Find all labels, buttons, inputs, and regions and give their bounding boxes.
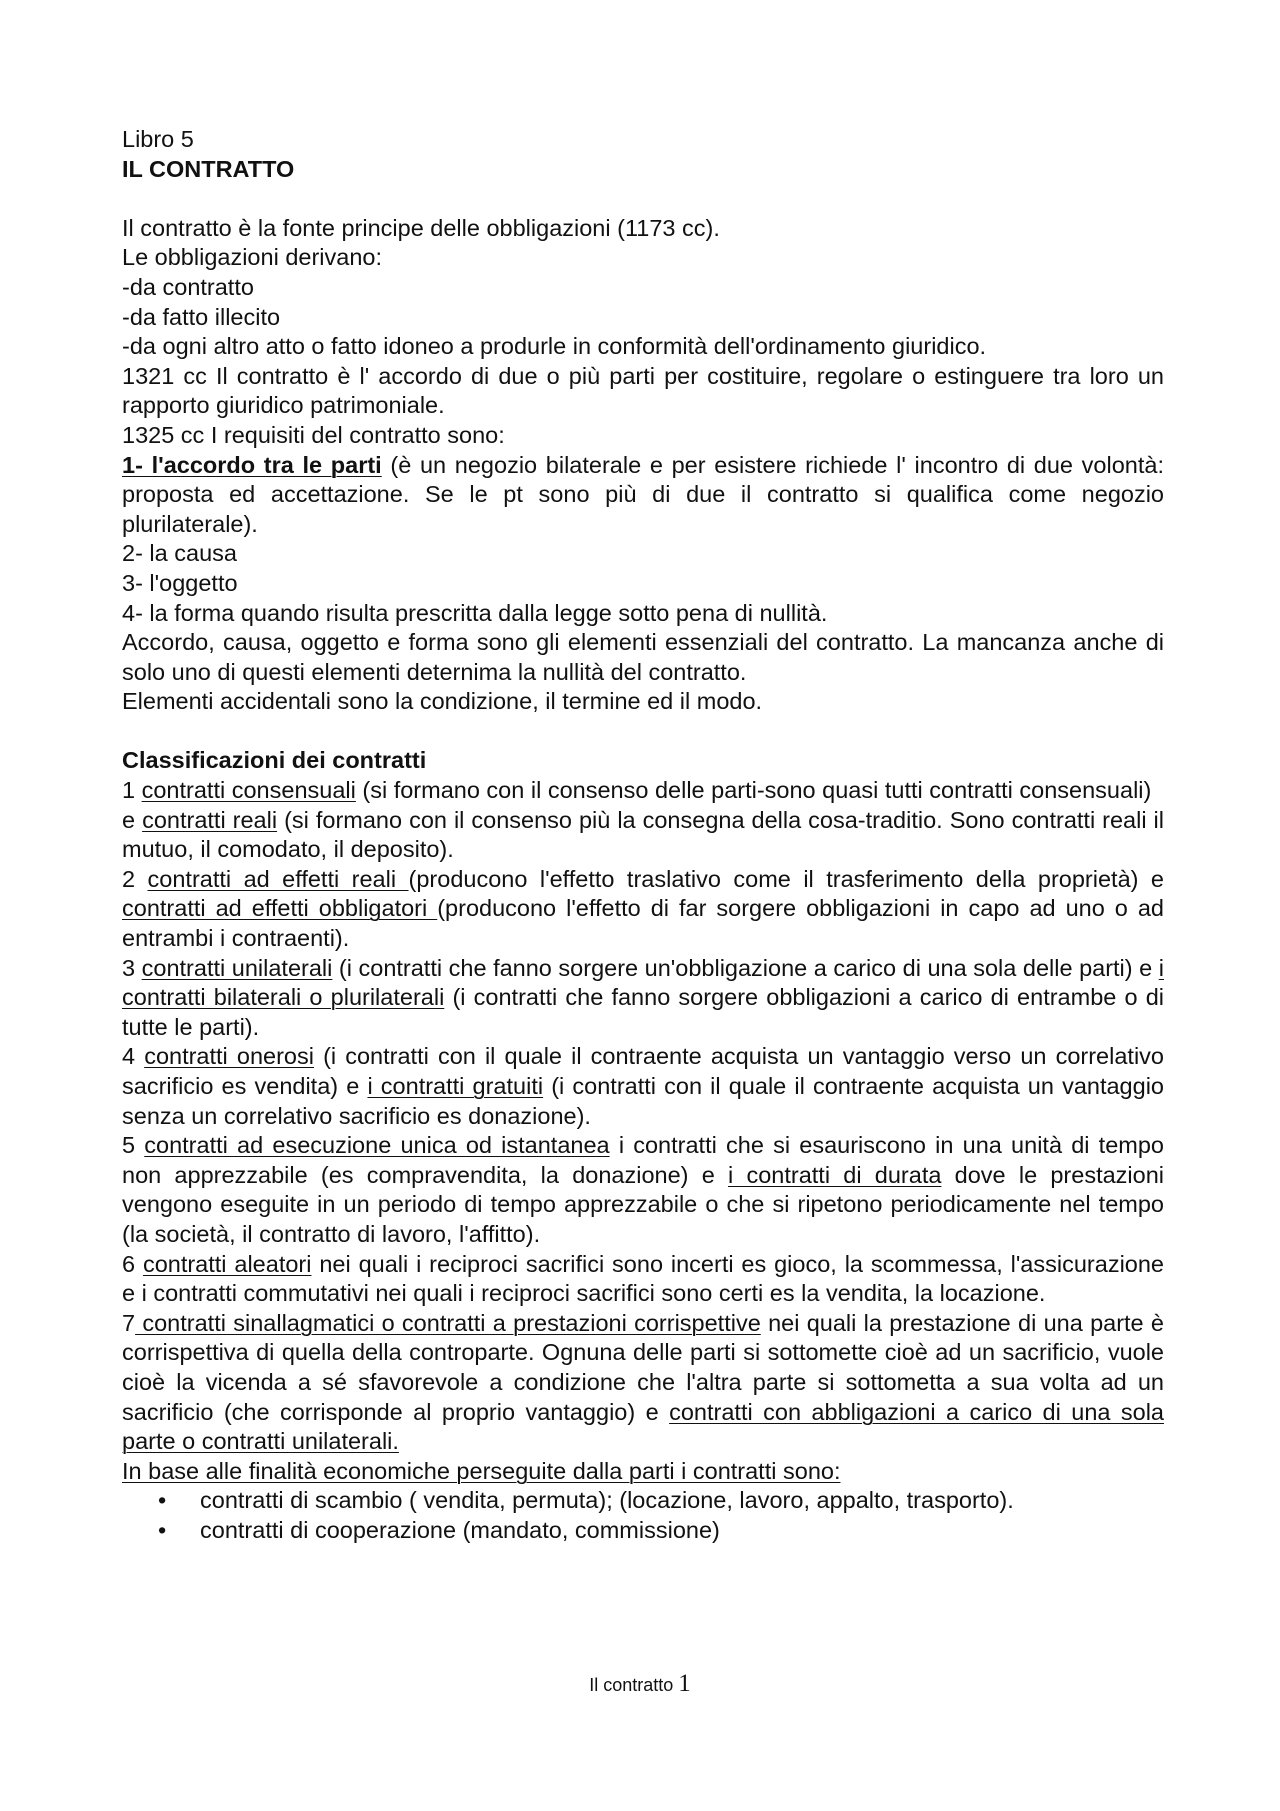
underlined-term: contratti con abbligazioni a carico di una sola parte o contratti unilaterali. <box>122 1398 1165 1455</box>
bullet-icon: • <box>158 1487 167 1514</box>
page-number: 1 <box>678 1670 691 1697</box>
requisito-3: 3- l'oggetto <box>122 569 238 596</box>
classificazione-2 <box>122 865 1164 954</box>
underlined-term: contratti ad effetti reali <box>147 865 409 892</box>
underlined-term: contratti onerosi <box>144 1043 314 1070</box>
text-run: 4 <box>122 1043 145 1070</box>
article-1325-paragraph: 1325 cc I requisiti del contratto sono: <box>122 421 505 448</box>
list-item <box>122 1486 1164 1516</box>
intro-list-item: -da contratto <box>122 273 254 300</box>
spacer <box>122 717 1164 747</box>
text-run: 1 <box>122 777 142 804</box>
requisito-1-text: (è un negozio bilaterale e per esistere richiede l' incontro di due volontà: proposta ed accettazione. Se le pt sono più di due il contratto si qualifica come negozio plurilaterale). <box>122 451 1164 537</box>
list-item <box>122 1516 1164 1546</box>
bullet-icon: • <box>158 1516 167 1543</box>
underlined-term: i contratti di durata <box>728 1161 942 1188</box>
requisito-1-label: 1- l'accordo tra le parti <box>122 451 382 478</box>
text-run: i contratti che si esauriscono in una unità di tempo non apprezzabile (es compravendita, la donazione) e <box>122 1132 1164 1188</box>
intro-paragraph: Le obbligazioni derivano: <box>122 244 382 271</box>
requisito-2: 2- la causa <box>122 540 237 567</box>
classificazione-3 <box>122 954 1164 1043</box>
section-heading: Classificazioni dei contratti <box>122 747 427 774</box>
text-run: 3 <box>122 954 142 981</box>
text-run: 2 <box>122 865 148 892</box>
classificazione-6 <box>122 1250 1164 1309</box>
page-footer <box>0 1672 1280 1697</box>
spacer <box>122 184 1164 214</box>
text-run: (si formano con il consenso delle parti-sono quasi tutti contratti consensuali) <box>355 777 1152 804</box>
footer-label: Il contratto <box>589 1675 674 1695</box>
text-run: (producono l'effetto traslativo come il trasferimento della proprietà) e <box>408 865 1164 892</box>
text-run: 7 <box>122 1309 136 1336</box>
underlined-term: i contratti gratuiti <box>367 1073 544 1099</box>
text-run: (i contratti che fanno sorgere un'obbligazione a carico di una sola delle parti) e <box>332 954 1159 981</box>
requisito-4: 4- la forma quando risulta prescritta dalla legge sotto pena di nullità. <box>122 599 828 626</box>
text-run: (i contratti che fanno sorgere obbligazioni a carico di entrambe o di tutte le parti). <box>122 984 1165 1040</box>
underlined-term: contratti aleatori <box>142 1250 312 1277</box>
underlined-term: contratti sinallagmatici o contratti a prestazioni corrispettive <box>135 1309 761 1336</box>
article-1321-paragraph: 1321 cc Il contratto è l' accordo di due o più parti per costituire, regolare o estinguere tra loro un rapporto giuridico patrimoniale. <box>122 362 1164 419</box>
underlined-term: contratti consensuali <box>141 777 356 804</box>
classificazione-4 <box>122 1042 1164 1131</box>
text-run: dove le prestazioni vengono eseguite in un periodo di tempo apprezzabile o che si ripetono periodicamente nel tempo (la società, il contratto di lavoro, l'affitto). <box>122 1161 1165 1247</box>
text-run: (i contratti con il quale il contraente acquista un vantaggio verso un correlativo sacrificio es vendita) e <box>122 1043 1164 1099</box>
classificazione-7 <box>122 1309 1164 1457</box>
finalita-list <box>122 1486 1164 1545</box>
document-body <box>122 125 1164 1546</box>
text-run: 6 <box>122 1250 143 1277</box>
classificazione-5 <box>122 1131 1164 1249</box>
underlined-term: contratti ad effetti obbligatori <box>122 895 438 922</box>
underlined-term: contratti reali <box>142 806 278 833</box>
underlined-term: contratti ad esecuzione unica od istantanea <box>144 1132 610 1159</box>
classificazione-1 <box>122 776 1164 806</box>
finalita-heading: In base alle finalità economiche perseguite dalla parti i contratti sono: <box>122 1457 841 1484</box>
book-label: Libro 5 <box>122 126 194 152</box>
text-run: 5 <box>122 1132 145 1159</box>
intro-paragraph: Il contratto è la fonte principe delle obbligazioni (1173 cc). <box>122 214 720 241</box>
text-run: nei quali la prestazione di una parte è corrispettiva di quella della controparte. Ognuna delle parti si sottomette cioè ad un sacrificio, vuole cioè la vicenda a sé sfavorevole a condizione che l'altra parte si sottometta a sua volta ad un sacrificio (che corrisponde al proprio vantaggio) e <box>122 1309 1164 1425</box>
requisito-1 <box>122 451 1164 540</box>
classificazione-1b <box>122 806 1164 865</box>
text-run: e <box>122 806 143 833</box>
elementi-accidentali-paragraph: Elementi accidentali sono la condizione, il termine ed il modo. <box>122 688 763 715</box>
underlined-term: contratti unilaterali <box>141 954 333 981</box>
list-item-text: contratti di cooperazione (mandato, commissione) <box>200 1516 720 1543</box>
text-run: nei quali i reciproci sacrifici sono incerti es gioco, la scommessa, l'assicurazione e i contratti commutativi nei quali i reciproci sacrifici sono certi es la vendita, la locazione. <box>122 1250 1164 1307</box>
text-run: (si formano con il consenso più la consegna della cosa-traditio. Sono contratti reali il mutuo, il comodato, il deposito). <box>122 806 1164 863</box>
document-title: IL CONTRATTO <box>122 155 295 182</box>
text-run: (i contratti con il quale il contraente acquista un vantaggio senza un correlativo sacrificio es donazione). <box>122 1073 1164 1129</box>
elementi-essenziali-paragraph: Accordo, causa, oggetto e forma sono gli elementi essenziali del contratto. La mancanza anche di solo uno di questi elementi deternima la nullità del contratto. <box>122 629 1164 685</box>
underlined-term: i contratti bilaterali o plurilaterali <box>122 954 1164 1011</box>
text-run: (producono l'effetto di far sorgere obbligazioni in capo ad uno o ad entrambi i contraenti). <box>122 895 1165 952</box>
list-item-text: contratti di scambio ( vendita, permuta); (locazione, lavoro, appalto, trasporto). <box>200 1487 1014 1514</box>
intro-list-item: -da fatto illecito <box>122 303 281 330</box>
intro-list-item: -da ogni altro atto o fatto idoneo a produrle in conformità dell'ordinamento giuridico. <box>122 333 987 360</box>
